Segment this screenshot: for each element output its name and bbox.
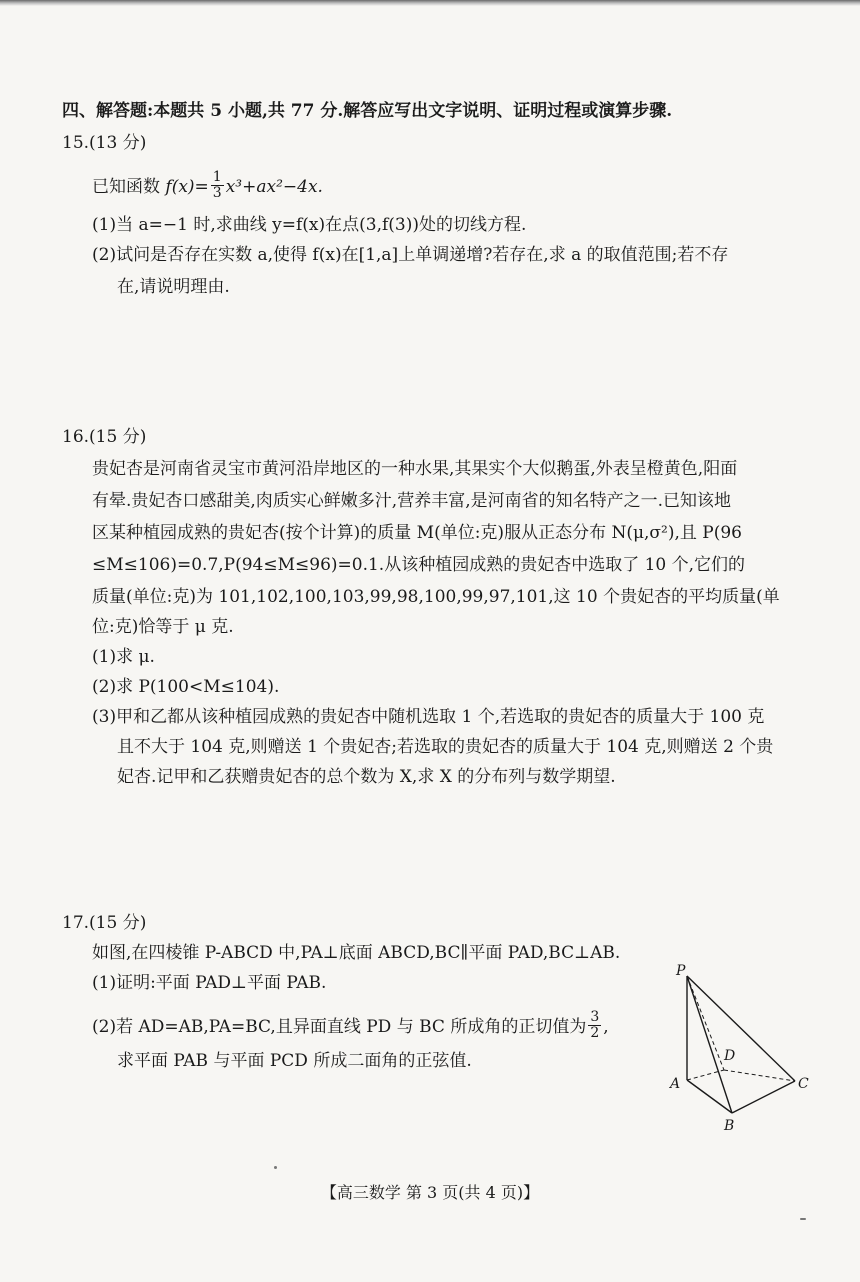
q17-fraction [588, 1010, 601, 1041]
pyramid-figure [660, 960, 820, 1140]
q15-frac-num: 1 [212, 169, 222, 185]
scan-speck [800, 1218, 806, 1220]
edge-PB [687, 976, 732, 1113]
q16-part1: (1)求 μ. [92, 647, 155, 667]
edge-AB [687, 1080, 732, 1113]
q17-part2-line2: 求平面 PAB 与平面 PCD 所成二面角的正弦值. [117, 1051, 472, 1071]
q17-number: 17.(15 分) [62, 913, 147, 933]
edge-PD [687, 976, 724, 1070]
q17-frac-num: 3 [590, 1009, 600, 1025]
label-D: D [724, 1048, 736, 1064]
q16-line2: 有晕.贵妃杏口感甜美,肉质实心鲜嫩多汁,营养丰富,是河南省的知名特产之一.已知该地 [92, 491, 732, 511]
edge-BC [732, 1081, 795, 1113]
q15-stem-rest: x³+ax²−4x. [225, 177, 323, 197]
q16-line6: 位:克)恰等于 μ 克. [92, 617, 234, 637]
q15-part2-line1: (2)试问是否存在实数 a,使得 f(x)在[1,a]上单调递增?若存在,求 a 的取值范围;若不存 [92, 245, 729, 265]
scan-top-edge [0, 0, 860, 6]
edge-PC [687, 976, 795, 1081]
q16-line1: 贵妃杏是河南省灵宝市黄河沿岸地区的一种水果,其果实个大似鹅蛋,外表呈橙黄色,阳面 [92, 459, 738, 479]
q16-number: 16.(15 分) [62, 427, 147, 447]
q17-part2-line1 [92, 1009, 609, 1043]
q16-part3-line1: (3)甲和乙都从该种植园成熟的贵妃杏中随机选取 1 个,若选取的贵妃杏的质量大于 100 克 [92, 707, 765, 727]
q17-part2-suffix: , [603, 1017, 609, 1037]
q15-stem-func: f(x)= [165, 177, 209, 197]
q15-fraction [211, 170, 224, 201]
q15-part2-line2: 在,请说明理由. [117, 277, 230, 297]
label-P: P [676, 963, 686, 979]
section-heading: 四、解答题:本题共 5 小题,共 77 分.解答应写出文字说明、证明过程或演算步骤. [62, 101, 673, 121]
scan-speck [274, 1166, 277, 1169]
q15-number: 15.(13 分) [62, 133, 147, 153]
edge-DC [724, 1070, 795, 1081]
label-B: B [724, 1118, 735, 1134]
page-footer: 【高三数学 第 3 页(共 4 页)】 [320, 1183, 540, 1202]
q16-line5: 质量(单位:克)为 101,102,100,103,99,98,100,99,97,101,这 10 个贵妃杏的平均质量(单 [92, 587, 780, 607]
q16-line4: ≤M≤106)=0.7,P(94≤M≤96)=0.1.从该种植园成熟的贵妃杏中选取了 10 个,它们的 [92, 555, 746, 575]
q16-part3-line2: 且不大于 104 克,则赠送 1 个贵妃杏;若选取的贵妃杏的质量大于 104 克,则赠送 2 个贵 [117, 737, 774, 757]
q17-part1: (1)证明:平面 PAD⊥平面 PAB. [92, 973, 327, 993]
q17-frac-den: 2 [590, 1025, 600, 1041]
q17-part2-prefix: (2)若 AD=AB,PA=BC,且异面直线 PD 与 BC 所成角的正切值为 [92, 1017, 587, 1037]
q16-part2: (2)求 P(100<M≤104). [92, 677, 280, 697]
q17-stem: 如图,在四棱锥 P-ABCD 中,PA⊥底面 ABCD,BC∥平面 PAD,BC⊥AB. [92, 943, 621, 963]
q16-part3-line3: 妃杏.记甲和乙获赠贵妃杏的总个数为 X,求 X 的分布列与数学期望. [117, 767, 616, 787]
q15-stem-prefix: 已知函数 [92, 177, 166, 197]
q15-stem [92, 169, 323, 203]
q15-frac-den: 3 [212, 185, 222, 201]
q15-part1: (1)当 a=−1 时,求曲线 y=f(x)在点(3,f(3))处的切线方程. [92, 215, 527, 235]
q16-line3: 区某种植园成熟的贵妃杏(按个计算)的质量 M(单位:克)服从正态分布 N(μ,σ²),且 P(96 [92, 523, 742, 543]
label-C: C [798, 1076, 809, 1092]
label-A: A [670, 1076, 681, 1092]
